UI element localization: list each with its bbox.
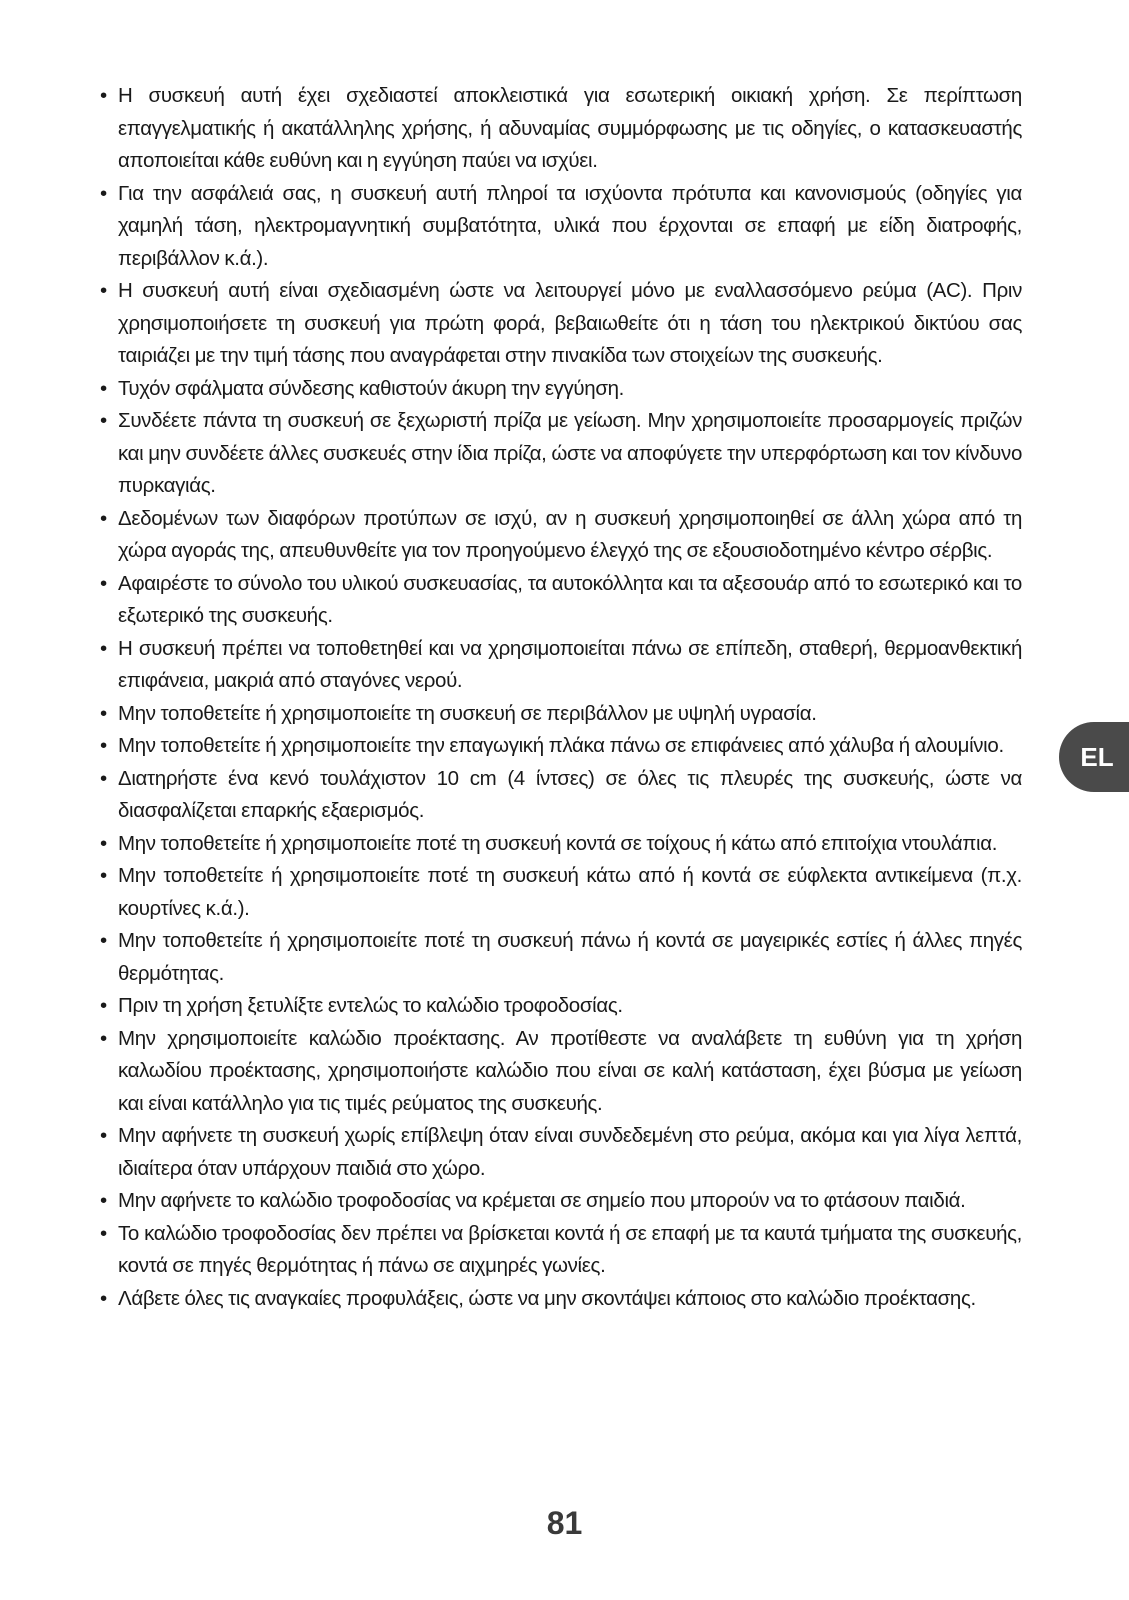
list-item: [100, 1023, 1022, 1121]
list-item: [100, 828, 1022, 861]
list-item-text: Μην τοποθετείτε ή χρησιμοποιείτε ποτέ τη συσκευή πάνω ή κοντά σε μαγειρικές εστίες ή άλλες πηγές θερμότητας.: [118, 929, 1022, 985]
list-item: [100, 990, 1022, 1023]
bullet-icon: •: [100, 181, 107, 205]
list-item-text: Μην τοποθετείτε ή χρησιμοποιείτε ποτέ τη συσκευή κάτω από ή κοντά σε εύφλεκτα αντικείμενα (π.χ. κουρτίνες κ.ά.).: [118, 864, 1022, 920]
list-item-text: Μην τοποθετείτε ή χρησιμοποιείτε ποτέ τη συσκευή κοντά σε τοίχους ή κάτω από επιτοίχια ντουλάπια.: [118, 831, 998, 855]
list-item-text: Πριν τη χρήση ξετυλίξτε εντελώς το καλώδιο τροφοδοσίας.: [118, 994, 623, 1017]
list-item: [100, 503, 1022, 568]
list-item: [100, 275, 1022, 373]
list-item: [100, 730, 1022, 763]
bullet-icon: •: [100, 864, 107, 887]
bullet-icon: •: [100, 766, 107, 790]
bullet-icon: •: [100, 571, 107, 595]
list-item: [100, 373, 1022, 406]
bullet-icon: •: [100, 279, 107, 302]
list-item-text: Η συσκευή αυτή έχει σχεδιαστεί αποκλειστικά για εσωτερική οικιακή χρήση. Σε περίπτωση επαγγελματικής ή ακατάλληλης χρήσης, ή αδυναμίας συμμόρφωσης με τις οδηγίες, ο κατασκευαστής αποποιείται κάθε ευθύνη και η εγγύηση παύει να ισχύει.: [118, 84, 1022, 172]
list-item: [100, 178, 1022, 276]
list-item-text: Μην τοποθετείτε ή χρησιμοποιείτε την επαγωγική πλάκα πάνω σε επιφάνειες από χάλυβα ή αλουμίνιο.: [118, 734, 1004, 757]
list-item: [100, 1283, 1022, 1316]
safety-instructions-section: [100, 80, 1022, 1315]
list-item-text: Αφαιρέστε το σύνολο του υλικού συσκευασίας, τα αυτοκόλλητα και τα αξεσουάρ από το εσωτερικό και το εξωτερικό της συσκευής.: [118, 571, 1022, 627]
list-item: [100, 698, 1022, 731]
list-item-text: Το καλώδιο τροφοδοσίας δεν πρέπει να βρίσκεται κοντά ή σε επαφή με τα καυτά τμήματα της συσκευής, κοντά σε πηγές θερμότητας ή πάνω σε αιχμηρές γωνίες.: [118, 1221, 1022, 1277]
list-item-text: Συνδέετε πάντα τη συσκευή σε ξεχωριστή πρίζα με γείωση. Μην χρησιμοποιείτε προσαρμογείς πριζών και μην συνδέετε άλλες συσκευές στην ίδια πρίζα, ώστε να αποφύγετε την υπερφόρτωση και τον κίνδυνο πυρκαγιάς.: [118, 409, 1022, 497]
list-item: [100, 763, 1022, 828]
bullet-icon: •: [100, 1286, 107, 1310]
list-item-text: Μην τοποθετείτε ή χρησιμοποιείτε τη συσκευή σε περιβάλλον με υψηλή υγρασία.: [118, 701, 817, 725]
language-tab: EL: [1059, 722, 1129, 792]
list-item: [100, 925, 1022, 990]
list-item: [100, 80, 1022, 178]
list-item-text: Μην αφήνετε το καλώδιο τροφοδοσίας να κρέμεται σε σημείο που μπορούν να το φτάσουν παιδιά.: [118, 1189, 966, 1212]
safety-instructions-list: [100, 80, 1022, 1315]
list-item-text: Δεδομένων των διαφόρων προτύπων σε ισχύ, αν η συσκευή χρησιμοποιηθεί σε άλλη χώρα από τη χώρα αγοράς της, απευθυνθείτε για τον προηγούμενο έλεγχό της σε εξουσιοδοτημένο κέντρο σέρβις.: [118, 506, 1022, 562]
bullet-icon: •: [100, 636, 107, 660]
list-item: [100, 405, 1022, 503]
list-item: [100, 568, 1022, 633]
bullet-icon: •: [100, 929, 107, 952]
page-number: 81: [546, 1505, 583, 1541]
list-item: [100, 860, 1022, 925]
list-item: [100, 1218, 1022, 1283]
bullet-icon: •: [100, 831, 107, 855]
bullet-icon: •: [100, 1221, 107, 1245]
bullet-icon: •: [100, 1026, 107, 1050]
list-item-text: Η συσκευή πρέπει να τοποθετηθεί και να χρησιμοποιείται πάνω σε επίπεδη, σταθερή, θερμοανθεκτική επιφάνεια, μακριά από σταγόνες νερού.: [118, 636, 1022, 692]
list-item-text: Η συσκευή αυτή είναι σχεδιασμένη ώστε να λειτουργεί μόνο με εναλλασσόμενο ρεύμα (AC). Πριν χρησιμοποιήσετε τη συσκευή για πρώτη φορά, βεβαιωθείτε ότι η τάση του ηλεκτρικού δικτύου σας ταιριάζει με την τιμή τάσης που αναγράφεται στην πινακίδα των στοιχείων της συσκευής.: [118, 279, 1022, 367]
list-item: [100, 1185, 1022, 1218]
list-item-text: Τυχόν σφάλματα σύνδεσης καθιστούν άκυρη την εγγύηση.: [118, 376, 625, 400]
list-item-text: Λάβετε όλες τις αναγκαίες προφυλάξεις, ώστε να μην σκοντάψει κάποιος στο καλώδιο προέκτασης.: [118, 1286, 976, 1310]
bullet-icon: •: [100, 376, 107, 400]
bullet-icon: •: [100, 1124, 107, 1147]
list-item-text: Διατηρήστε ένα κενό τουλάχιστον 10 cm (4 ίντσες) σε όλες τις πλευρές της συσκευής, ώστε να διασφαλίζεται επαρκής εξαερισμός.: [118, 766, 1022, 822]
list-item-text: Για την ασφάλειά σας, η συσκευή αυτή πληροί τα ισχύοντα πρότυπα και κανονισμούς (οδηγίες για χαμηλή τάση, ηλεκτρομαγνητική συμβατότητα, υλικά που έρχονται σε επαφή με είδη διατροφής, περιβάλλον κ.ά.).: [118, 181, 1022, 270]
list-item-text: Μην χρησιμοποιείτε καλώδιο προέκτασης. Αν προτίθεστε να αναλάβετε τη ευθύνη για τη χρήση καλωδίου προέκτασης, χρησιμοποιήστε καλώδιο που είναι σε καλή κατάσταση, έχει βύσμα με γείωση και είναι κατάλληλο για τις τιμές ρεύματος της συσκευής.: [118, 1026, 1022, 1115]
bullet-icon: •: [100, 734, 107, 757]
list-item-text: Μην αφήνετε τη συσκευή χωρίς επίβλεψη όταν είναι συνδεδεμένη στο ρεύμα, ακόμα και για λίγα λεπτά, ιδιαίτερα όταν υπάρχουν παιδιά στο χώρο.: [118, 1124, 1022, 1180]
bullet-icon: •: [100, 409, 107, 432]
list-item: [100, 633, 1022, 698]
list-item: [100, 1120, 1022, 1185]
bullet-icon: •: [100, 506, 107, 530]
bullet-icon: •: [100, 994, 107, 1017]
bullet-icon: •: [100, 701, 107, 725]
bullet-icon: •: [100, 1189, 107, 1212]
bullet-icon: •: [100, 84, 107, 107]
